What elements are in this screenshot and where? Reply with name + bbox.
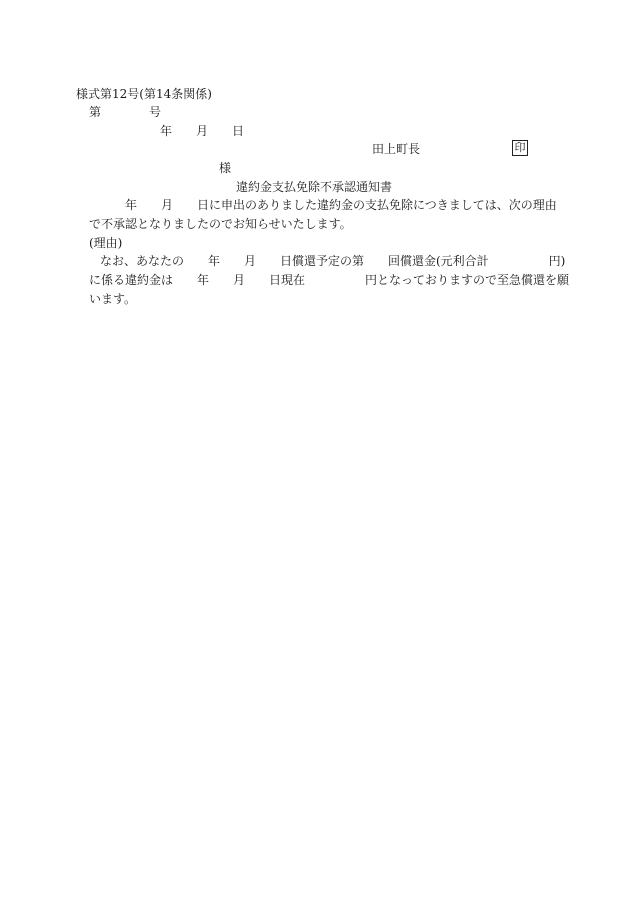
reason-heading: (理由)	[89, 236, 123, 250]
issue-date: 年 月 日	[160, 124, 245, 138]
sender-name: 田上町長	[372, 142, 421, 156]
document-title: 違約金支払免除不承認通知書	[236, 180, 393, 194]
body-line-1: 年 月 日に申出のありました違約金の支払免除につきましては、次の理由	[125, 198, 557, 212]
reason-line-1: なお、あなたの 年 月 日償還予定の第 回償還金(元利合計 円)	[100, 254, 566, 268]
recipient-suffix: 様	[219, 161, 232, 175]
form-number-label: 様式第12号(第14条関係)	[76, 87, 212, 101]
document-number: 第 号	[89, 105, 162, 119]
body-line-2: で不承認となりましたのでお知らせいたします。	[89, 217, 352, 231]
seal-stamp: 印	[512, 140, 528, 156]
reason-line-3: います。	[89, 292, 137, 306]
reason-line-2: に係る違約金は 年 月 日現在 円となっておりますので至急償還を願	[89, 273, 570, 287]
